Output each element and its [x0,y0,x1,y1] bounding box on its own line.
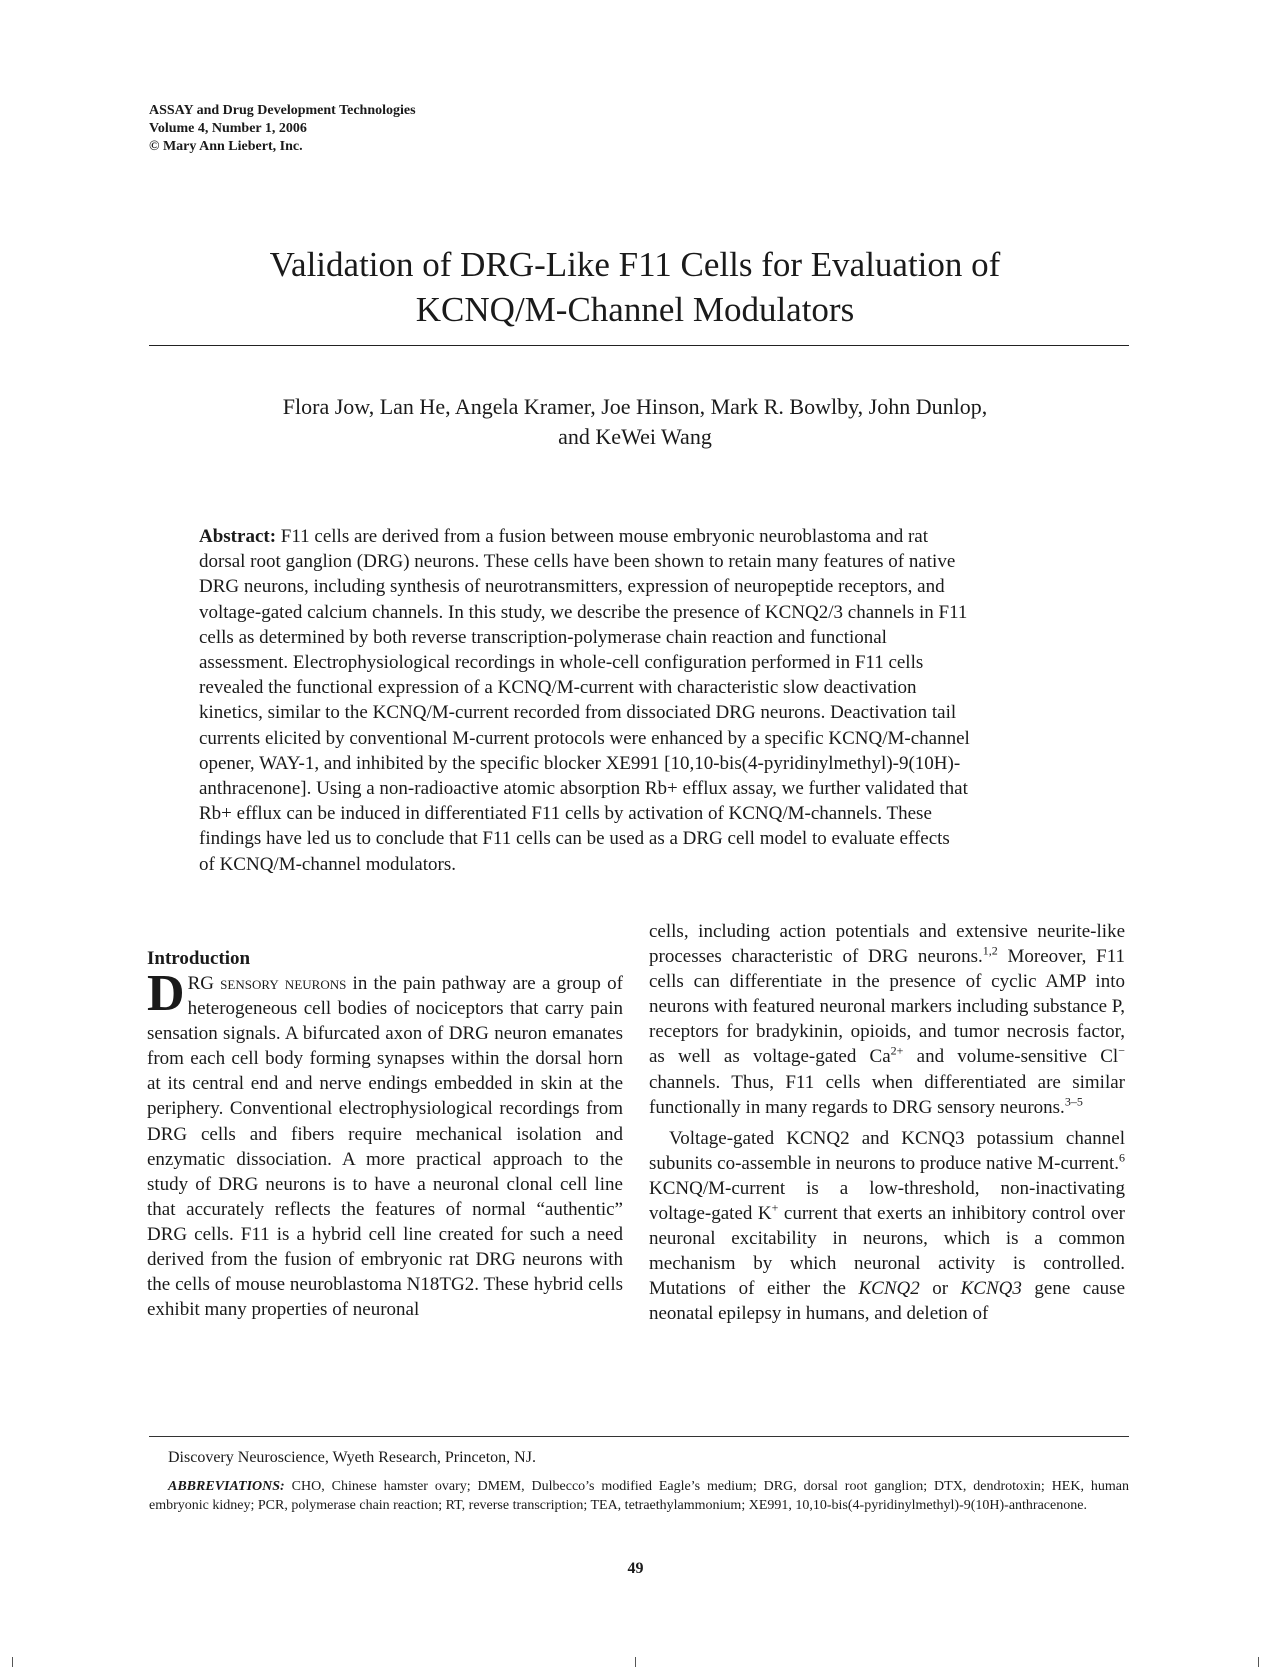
abstract-line: dorsal root ganglion (DRG) neurons. These cells have been shown to retain many features of native [199,551,956,573]
footnote-divider [149,1436,1129,1437]
abstract-line: findings have led us to conclude that F11 cells can be used as a DRG cell model to evaluate effects [199,828,950,850]
journal-copyright: © Mary Ann Liebert, Inc. [149,139,303,154]
abstract-line: cells as determined by both reverse transcription-polymerase chain reaction and functional [199,626,887,648]
body-text: or [919,1278,961,1300]
citation-ref[interactable]: 1,2 [982,943,998,958]
crop-mark [635,1657,636,1667]
abstract-line: Rb+ efflux can be induced in differentiated F11 cells by activation of KCNQ/M-channels. These [199,803,932,825]
gene-name: KCNQ3 [960,1278,1022,1300]
body-paragraph-2 [649,1126,1125,1327]
superscript: + [771,1200,779,1215]
gene-name: KCNQ2 [858,1278,920,1300]
left-column [147,946,623,1322]
crop-mark [1258,1657,1259,1667]
abstract-line: DRG neurons, including synthesis of neurotransmitters, expression of neuropeptide receptors, and [199,576,945,598]
abstract-line: kinetics, similar to the KCNQ/M-current recorded from dissociated DRG neurons. Deactivation tail [199,702,957,724]
authors-line-1: Flora Jow, Lan He, Angela Kramer, Joe Hinson, Mark R. Bowlby, John Dunlop, [282,394,988,419]
abstract-line: assessment. Electrophysiological recordings in whole-cell configuration performed in F11 cells [199,652,924,674]
title-line-2: KCNQ/M-Channel Modulators [415,290,855,329]
abbreviations-text: CHO, Chinese hamster ovary; DMEM, Dulbecco’s modified Eagle’s medium; DRG, dorsal root ganglion; DTX, dendrotoxin; HEK, human embryonic kidney; PCR, polymerase chain reaction; RT, reverse transcription; TEA, tetraethylammonium; XE991, 10,10-bis(4-pyridinylmethyl)-9(10H)-anthracenone. [149,1479,1129,1513]
citation-ref[interactable]: 6 [1119,1150,1125,1165]
intro-text: in the pain pathway are a group of heterogeneous cell bodies of nociceptors that carry pain sensation signals. A bifurcated axon of DRG neuron emanates from each cell body forming synapses within the dorsal horn at its central end and nerve endings embedded in skin at the periphery. Conventional electrophysiological recordings from DRG cells and fibers require mechanical isolation and enzymatic dissociation. A more practical approach to the study of DRG neurons is to have a neuronal clonal cell line that accurately reflects the features of normal “authentic” DRG cells. F11 is a hybrid cell line created for such a need derived from the fusion of embryonic rat DRG neurons with the cells of mouse neuroblastoma N18TG2. These hybrid cells exhibit many properties of neuronal [147,973,623,1321]
body-text: cells, including action potentials and extensive neurite-like processes characteristic of DRG neurons. [649,921,1125,968]
body-text: KCNQ/M-current is a low-threshold, non-inactivating voltage-gated K [649,1177,1125,1225]
body-text: and volume-sensitive Cl [903,1046,1119,1068]
journal-name: ASSAY and Drug Development Technologies [149,103,416,118]
title-divider [149,345,1129,346]
citation-ref[interactable]: 3–5 [1064,1094,1083,1109]
drop-cap: D [147,965,185,1022]
abstract-line: currents elicited by conventional M-current protocols were enhanced by a specific KCNQ/M-channel [199,727,970,749]
superscript: 2+ [890,1044,904,1059]
right-column [649,919,1125,1327]
abbreviations-label: ABBREVIATIONS: [168,1479,285,1494]
abstract-line: opener, WAY-1, and inhibited by the specific blocker XE991 [10,10-bis(4-pyridinylmethyl)-9(10H)- [199,752,961,774]
body-text: current that exerts an inhibitory control over neuronal excitability in neurons, which is a common mechanism by which neuronal activity is controlled. Mutations of either the [649,1203,1125,1300]
affiliation: Discovery Neuroscience, Wyeth Research, Princeton, NJ. [168,1449,536,1466]
intro-paragraph [147,965,623,1322]
abstract-line [199,524,1074,549]
abbreviations [149,1478,1129,1515]
author-list [140,392,1130,452]
body-text: gene cause neonatal epilepsy in humans, and deletion of [649,1278,1125,1325]
crop-mark [12,1657,13,1667]
intro-smallcaps: RG sensory neurons [187,973,347,994]
article-title [140,242,1130,332]
body-paragraph-1 [649,919,1125,1120]
abstract-label: Abstract: [199,526,277,547]
body-text: channels. Thus, F11 cells when differentiated are similar functionally in many regards to DRG sensory neurons. [649,1071,1125,1118]
page-number: 49 [627,1560,644,1577]
abstract-line: of KCNQ/M-channel modulators. [199,853,456,875]
body-text: Voltage-gated KCNQ2 and KCNQ3 potassium channel subunits co-assemble in neurons to produce native M-current. [649,1127,1125,1174]
abstract-line: voltage-gated calcium channels. In this study, we describe the presence of KCNQ2/3 channels in F11 [199,601,968,623]
authors-line-2: and KeWei Wang [558,424,712,449]
abstract-line: revealed the functional expression of a KCNQ/M-current with characteristic slow deactivation [199,677,917,699]
superscript: − [1118,1044,1125,1059]
journal-volume: Volume 4, Number 1, 2006 [149,121,307,136]
journal-header [149,102,416,156]
abstract-line: anthracenone]. Using a non-radioactive atomic absorption Rb+ efflux assay, we further validated that [199,778,968,800]
title-line-1: Validation of DRG-Like F11 Cells for Evaluation of [269,245,1001,284]
abstract-text: F11 cells are derived from a fusion between mouse embryonic neuroblastoma and rat [276,526,928,547]
body-text: Moreover, F11 cells can differentiate in the presence of cyclic AMP into neurons with featured neuronal markers including substance P, receptors for bradykinin, opioids, and tumor necrosis factor, as well as voltage-gated Ca [649,946,1125,1068]
abstract [199,524,1074,877]
section-heading-introduction: Introduction [147,948,251,969]
